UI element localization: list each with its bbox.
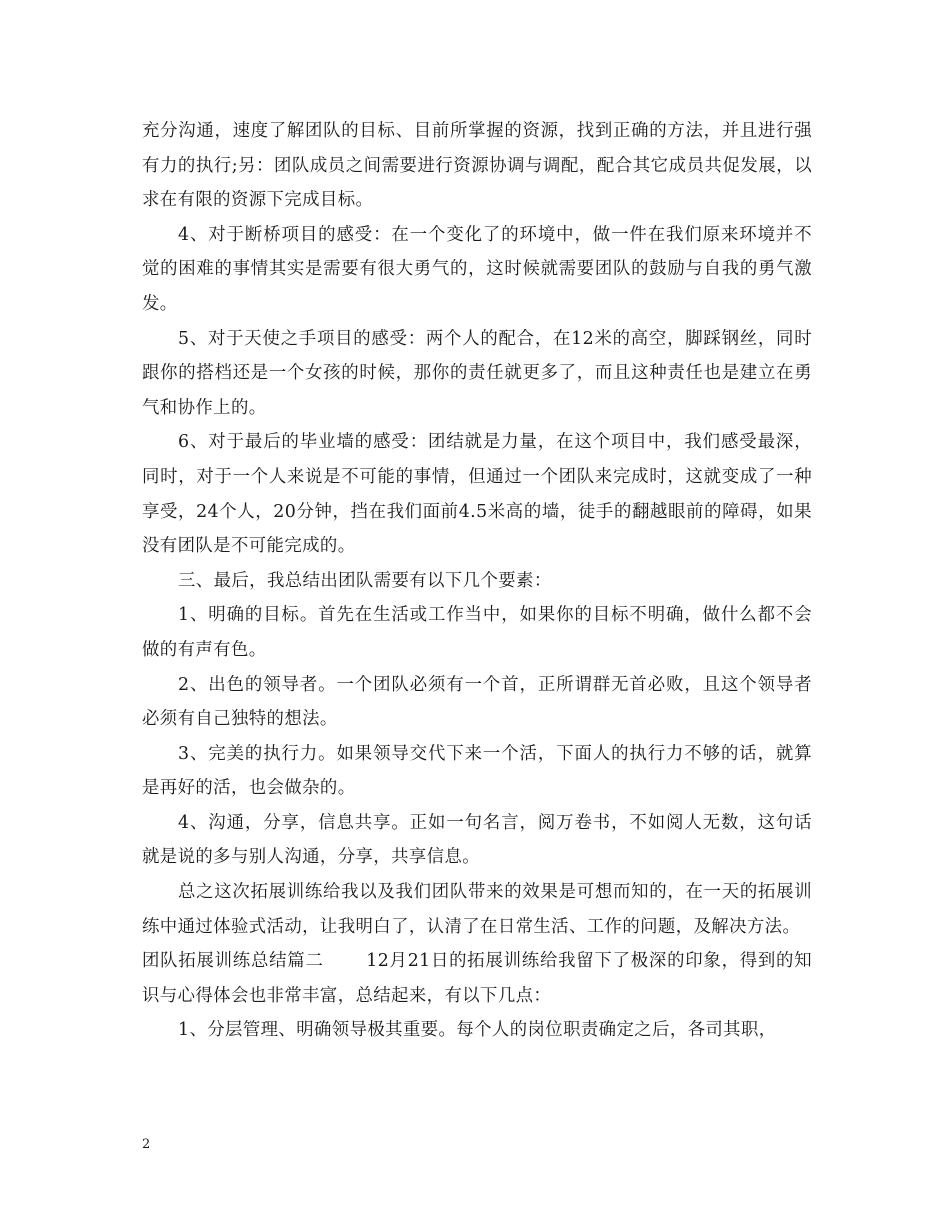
paragraph-11: 团队拓展训练总结篇二 12月21日的拓展训练给我留下了极深的印象，得到的知识与心得体会也非常丰富，总结起来，有以下几点： <box>142 951 812 1006</box>
paragraph-9: 4、沟通，分享，信息共享。正如一句名言，阅万卷书，不如阅人无数，这句话就是说的多与别人沟通，分享，共享信息。 <box>142 812 812 868</box>
paragraph-5: 三、最后，我总结出团队需要有以下几个要素： <box>178 570 552 591</box>
paragraph-2: 4、对于断桥项目的感受：在一个变化了的环境中，做一件在我们原来环境并不觉的困难的事情其实是需要有很大勇气的，这时候就需要团队的鼓励与自我的勇气激发。 <box>142 224 812 314</box>
paragraph-8: 3、完美的执行力。如果领导交代下来一个活，下面人的执行力不够的话，就算是再好的活，也会做杂的。 <box>142 743 812 799</box>
paragraph-6: 1、明确的目标。首先在生活或工作当中，如果你的目标不明确，做什么都不会做的有声有色。 <box>142 605 812 660</box>
page-number: 2 <box>142 1137 151 1152</box>
paragraph-12: 1、分层管理、明确领导极其重要。每个人的岗位职责确定之后，各司其职， <box>178 1020 777 1041</box>
paragraph-4: 6、对于最后的毕业墙的感受：团结就是力量，在这个项目中，我们感受最深，同时，对于一个人来说是不可能的事情，但通过一个团队来完成时，这就变成了一种享受，24个人，20分钟，挡在我们面前4.5米高的墙，徒手的翻越眼前的障碍，如果没有团队是不可能完成的。 <box>142 432 812 557</box>
paragraph-7: 2、出色的领导者。一个团队必须有一个首，正所谓群无首必败，且这个领导者必须有自己独特的想法。 <box>142 674 812 730</box>
document-body <box>142 114 812 1048</box>
paragraph-3: 5、对于天使之手项目的感受：两个人的配合，在12米的高空，脚踩钢丝，同时跟你的搭档还是一个女孩的时候，那你的责任就更多了，而且这种责任也是建立在勇气和协作上的。 <box>142 328 812 418</box>
paragraph-1: 充分沟通，速度了解团队的目标、目前所掌握的资源，找到正确的方法，并且进行强有力的执行;另：团队成员之间需要进行资源协调与调配，配合其它成员共促发展，以求在有限的资源下完成目标。 <box>142 121 812 211</box>
paragraph-10: 总之这次拓展训练给我以及我们团队带来的效果是可想而知的，在一天的拓展训练中通过体验式活动，让我明白了，认清了在日常生活、工作的问题，及解决方法。 <box>142 882 812 937</box>
